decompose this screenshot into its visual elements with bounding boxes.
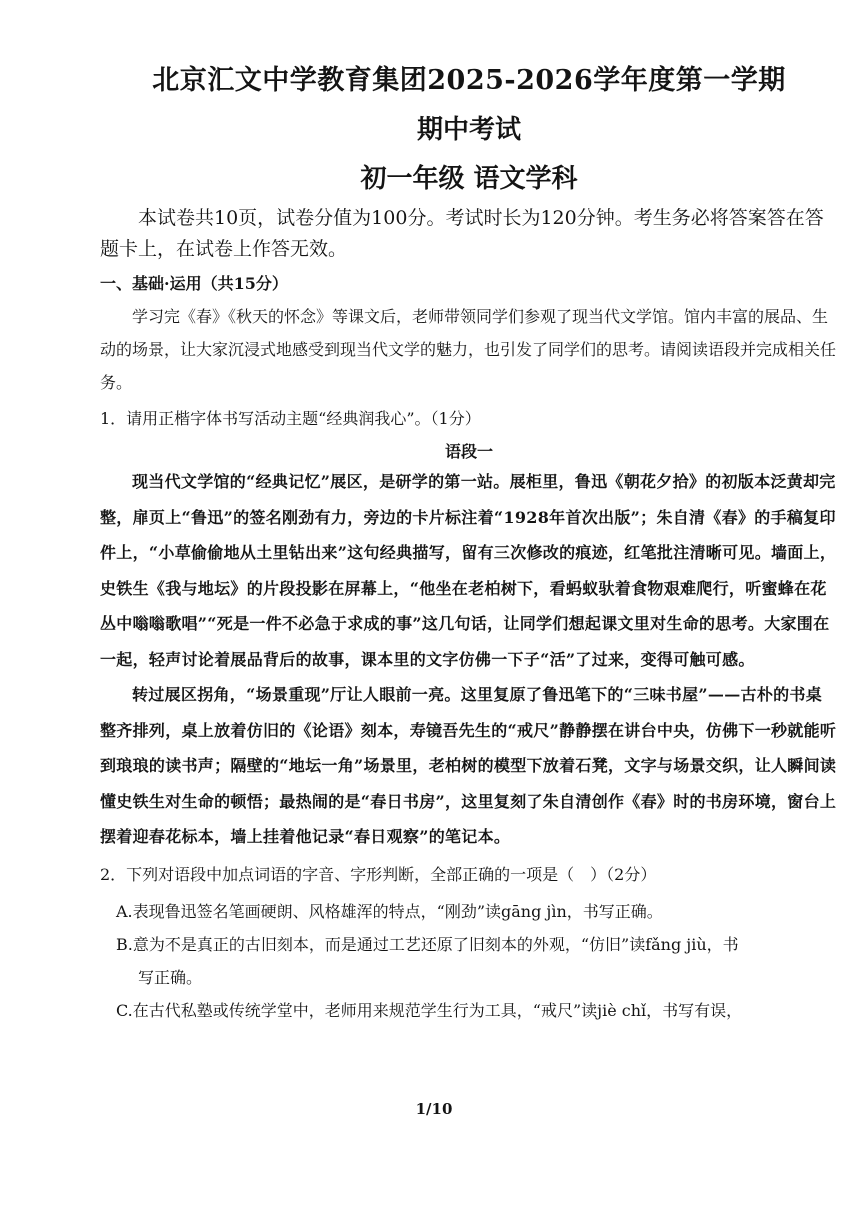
- section-lead: 学习完《春》《秋天的怀念》等课文后，老师带领同学们参观了现当代文学馆。馆内丰富的展品、生动的场景，让大家沉浸式地感受到现当代文学的魅力，也引发了同学们的思考。请阅读语段并完成相关任务。: [100, 307, 837, 392]
- section-heading: 一、基础·运用（共15分）: [100, 274, 288, 293]
- page-number: 1/10: [415, 1100, 453, 1118]
- exam-instructions: 本试卷共10页，试卷分值为100分。考试时长为120分钟。考生务必将答案答在答题卡上，在试卷上作答无效。: [100, 207, 824, 260]
- option-b-continued: 写正确。: [138, 967, 203, 987]
- passage-title: 语段一: [444, 442, 493, 461]
- exam-subtitle: 期中考试: [416, 115, 521, 145]
- question-2: 2．下列对语段中加点词语的字音、字形判断，全部正确的一项是（ ）（2分）: [100, 864, 657, 884]
- option-c: C.在古代私塾或传统学堂中，老师用来规范学生行为工具，“戒尺”读jiè chǐ，书写有误，: [116, 1000, 743, 1020]
- passage-paragraph-1: 现当代文学馆的“经典记忆”展区，是研学的第一站。展柜里，鲁迅《朝花夕拾》的初版本泛黄却完整，扉页上“鲁迅”的签名刚劲有力，旁边的卡片标注着“1928年首次出版”；朱自清《春》的手稿复印件上，“小草偷偷地从土里钻出来”这句经典描写，留有三次修改的痕迹，红笔批注清晰可见。墙面上，史铁生《我与地坛》的片段投影在屏幕上，“他坐在老柏树下，看蚂蚁驮着食物艰难爬行，听蜜蜂在花丛中嗡嗡歌唱”“死是一件不必急于求成的事”这几句话，让同学们想起课文里对生命的思考。大家围在一起，轻声讨论着展品背后的故事，课本里的文字仿佛一下子“活”了过来，变得可触可感。: [100, 472, 837, 669]
- question-1: 1．请用正楷字体书写活动主题“经典润我心”。（1分）: [100, 409, 481, 428]
- exam-title: 北京汇文中学教育集团2025-2026学年度第一学期: [152, 65, 786, 96]
- option-a: A.表现鲁迅签名笔画硬朗、风格雄浑的特点，“刚劲”读gāng jìn，书写正确。: [116, 901, 663, 921]
- passage-paragraph-2: 转过展区拐角，“场景重现”厅让人眼前一亮。这里复原了鲁迅笔下的“三味书屋”——古朴的书桌整齐排列，桌上放着仿旧的《论语》刻本，寿镜吾先生的“戒尺”静静摆在讲台中央，仿佛下一秒就能听到琅琅的读书声；隔壁的“地坛一角”场景里，老柏树的模型下放着石凳，文字与场景交织，让人瞬间读懂史铁生对生命的顿悟；最热闹的是“春日书房”，这里复刻了朱自清创作《春》时的书房环境，窗台上摆着迎春花标本，墙上挂着他记录“春日观察”的笔记本。: [100, 685, 837, 846]
- option-b: B.意为不是真正的古旧刻本，而是通过工艺还原了旧刻本的外观，“仿旧”读fǎng jiù，书: [116, 934, 739, 954]
- grade-subject: 初一年级 语文学科: [360, 164, 578, 194]
